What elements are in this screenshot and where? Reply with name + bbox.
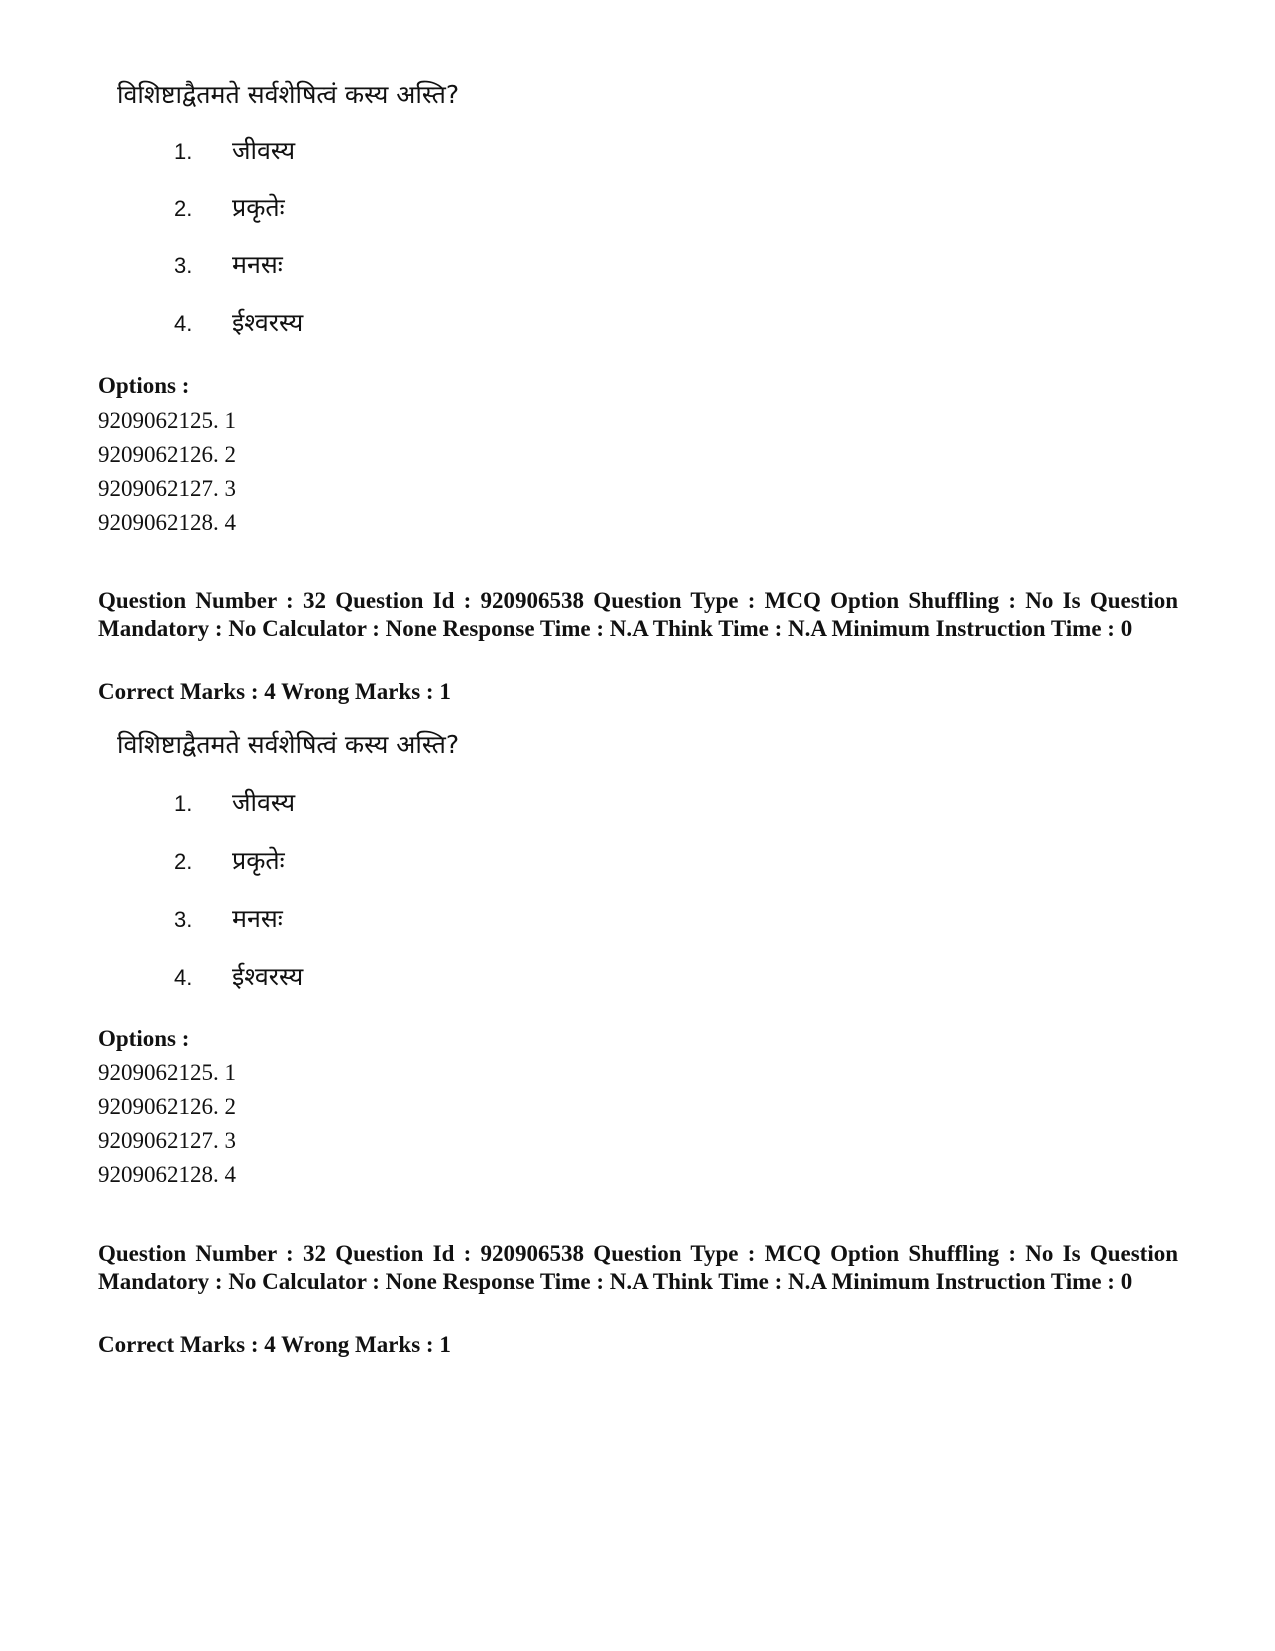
option-text: जीवस्य (232, 136, 296, 165)
option-number: 4. (174, 311, 193, 336)
question-text: विशिष्टाद्वैतमते सर्वशेषित्वं कस्य अस्ति? (117, 730, 460, 759)
option-id-line: 9209062128. 4 (98, 510, 236, 535)
option-id-line: 9209062127. 3 (98, 1128, 236, 1153)
option-text: प्रकृतेः (232, 846, 285, 875)
option-number: 2. (174, 196, 193, 221)
options-heading: Options : (98, 373, 190, 398)
marks-line: Correct Marks : 4 Wrong Marks : 1 (98, 1332, 451, 1357)
question-option-2 (174, 848, 285, 873)
option-id-line: 9209062127. 3 (98, 476, 236, 501)
option-text: प्रकृतेः (232, 193, 285, 222)
options-heading: Options : (98, 1026, 190, 1051)
question-option-1 (174, 138, 295, 163)
question-option-4 (174, 310, 303, 335)
option-number: 3. (174, 253, 193, 278)
option-id-line: 9209062125. 1 (98, 408, 236, 433)
option-number: 2. (174, 849, 193, 874)
question-option-3 (174, 252, 283, 277)
question-meta: Question Number : 32 Question Id : 920906538 Question Type : MCQ Option Shuffling : No Is Question Mandatory : No Calculator : None Response Time : N.A Think Time : N.A Minimum Instruction Time : 0 (98, 1241, 1178, 1294)
question-text: विशिष्टाद्वैतमते सर्वशेषित्वं कस्य अस्ति? (117, 80, 460, 109)
option-number: 1. (174, 139, 193, 164)
question-option-3 (174, 906, 283, 931)
question-option-4 (174, 964, 303, 989)
option-number: 4. (174, 965, 193, 990)
option-text: मनसः (232, 250, 283, 279)
question-option-1 (174, 790, 295, 815)
option-id-line: 9209062125. 1 (98, 1060, 236, 1085)
option-id-line: 9209062128. 4 (98, 1162, 236, 1187)
option-number: 1. (174, 791, 193, 816)
question-option-2 (174, 195, 285, 220)
option-id-line: 9209062126. 2 (98, 1094, 236, 1119)
option-text: ईश्वरस्य (232, 962, 304, 991)
option-text: ईश्वरस्य (232, 308, 304, 337)
question-meta: Question Number : 32 Question Id : 920906538 Question Type : MCQ Option Shuffling : No Is Question Mandatory : No Calculator : None Response Time : N.A Think Time : N.A Minimum Instruction Time : 0 (98, 588, 1178, 641)
option-id-line: 9209062126. 2 (98, 442, 236, 467)
marks-line: Correct Marks : 4 Wrong Marks : 1 (98, 679, 451, 704)
option-text: मनसः (232, 904, 283, 933)
option-text: जीवस्य (232, 788, 296, 817)
option-number: 3. (174, 907, 193, 932)
